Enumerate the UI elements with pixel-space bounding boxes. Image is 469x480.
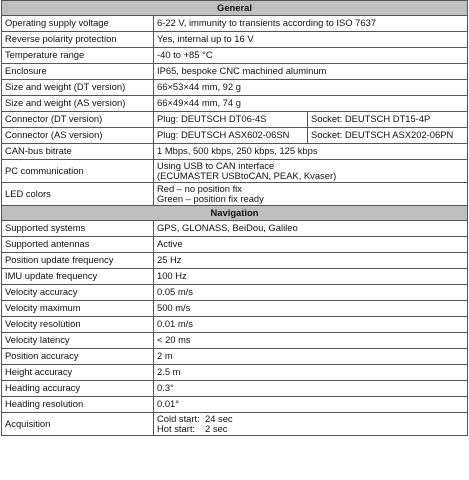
spec-label: Size and weight (DT version) [2,80,154,96]
spec-value-line: Green – position fix ready [157,193,264,204]
spec-label: Reverse polarity protection [2,32,154,48]
spec-label: Supported systems [2,221,154,237]
hot-start-label: Hot start: [157,423,196,434]
spec-value: 0.01° [154,397,468,413]
spec-value: 2 m [154,349,468,365]
spec-row [2,413,468,436]
spec-value: 0.05 m/s [154,285,468,301]
hot-start-value: 2 sec [205,423,228,434]
spec-value-line: Using USB to CAN interface [157,159,275,171]
spec-row [2,96,468,112]
spec-label: Height accuracy [2,365,154,381]
spec-row [2,183,468,206]
spec-value: Active [154,237,468,253]
section-header-row [2,1,468,16]
spec-table [1,0,468,436]
spec-row [2,381,468,397]
spec-value: 66×53×44 mm, 92 g [154,80,468,96]
spec-row [2,333,468,349]
spec-row [2,269,468,285]
spec-row [2,64,468,80]
section-header-row [2,206,468,221]
spec-value: -40 to +85 °C [154,48,468,64]
spec-label: Velocity accuracy [2,285,154,301]
spec-label: Velocity latency [2,333,154,349]
spec-value: 6-22 V, immunity to transients according to ISO 7637 [154,16,468,32]
spec-value-line: Red – no position fix [157,182,242,194]
spec-value-socket: Socket: DEUTSCH ASX202-06PN [308,128,468,144]
spec-row [2,317,468,333]
spec-value-plug: Plug: DEUTSCH ASX602-06SN [154,128,308,144]
spec-row [2,144,468,160]
spec-row [2,301,468,317]
spec-label: PC communication [2,160,154,183]
spec-label: Velocity resolution [2,317,154,333]
spec-value: IP65, bespoke CNC machined aluminum [154,64,468,80]
cold-start-line [157,414,464,425]
spec-value: 25 Hz [154,253,468,269]
spec-value-line: (ECUMASTER USBtoCAN, PEAK, Kvaser) [157,170,337,181]
spec-row [2,365,468,381]
spec-row [2,128,468,144]
section-header-navigation: Navigation [2,206,468,221]
spec-value-plug: Plug: DEUTSCH DT06-4S [154,112,308,128]
spec-label: Position update frequency [2,253,154,269]
spec-row [2,80,468,96]
spec-value: 0.3° [154,381,468,397]
spec-label: Enclosure [2,64,154,80]
cold-start-value: 24 sec [205,412,233,424]
spec-row [2,349,468,365]
spec-value: GPS, GLONASS, BeiDou, Galileo [154,221,468,237]
spec-label: Supported antennas [2,237,154,253]
spec-value: 2.5 m [154,365,468,381]
spec-row [2,160,468,183]
spec-value [154,160,468,183]
spec-label: CAN-bus bitrate [2,144,154,160]
spec-value [154,413,468,436]
spec-value [154,183,468,206]
spec-label: IMU update frequency [2,269,154,285]
cold-start-label: Cold start: [157,412,200,424]
spec-row [2,48,468,64]
spec-label: Connector (DT version) [2,112,154,128]
spec-row [2,285,468,301]
spec-value: 500 m/s [154,301,468,317]
spec-value: 66×49×44 mm, 74 g [154,96,468,112]
spec-label: LED colors [2,183,154,206]
spec-label: Heading resolution [2,397,154,413]
spec-label: Connector (AS version) [2,128,154,144]
spec-row [2,253,468,269]
spec-row [2,112,468,128]
spec-label: Temperature range [2,48,154,64]
spec-label: Position accuracy [2,349,154,365]
spec-row [2,221,468,237]
spec-value-socket: Socket: DEUTSCH DT15-4P [308,112,468,128]
spec-row [2,16,468,32]
spec-value: 100 Hz [154,269,468,285]
spec-value: < 20 ms [154,333,468,349]
spec-label: Operating supply voltage [2,16,154,32]
spec-row [2,237,468,253]
spec-value: Yes, internal up to 16 V [154,32,468,48]
spec-label: Heading accuracy [2,381,154,397]
spec-value: 0.01 m/s [154,317,468,333]
spec-label: Velocity maximum [2,301,154,317]
spec-row [2,32,468,48]
spec-label: Size and weight (AS version) [2,96,154,112]
hot-start-line [157,424,464,435]
spec-value: 1 Mbps, 500 kbps, 250 kbps, 125 kbps [154,144,468,160]
spec-row [2,397,468,413]
spec-label: Acquisition [2,413,154,436]
section-header-general: General [2,1,468,16]
